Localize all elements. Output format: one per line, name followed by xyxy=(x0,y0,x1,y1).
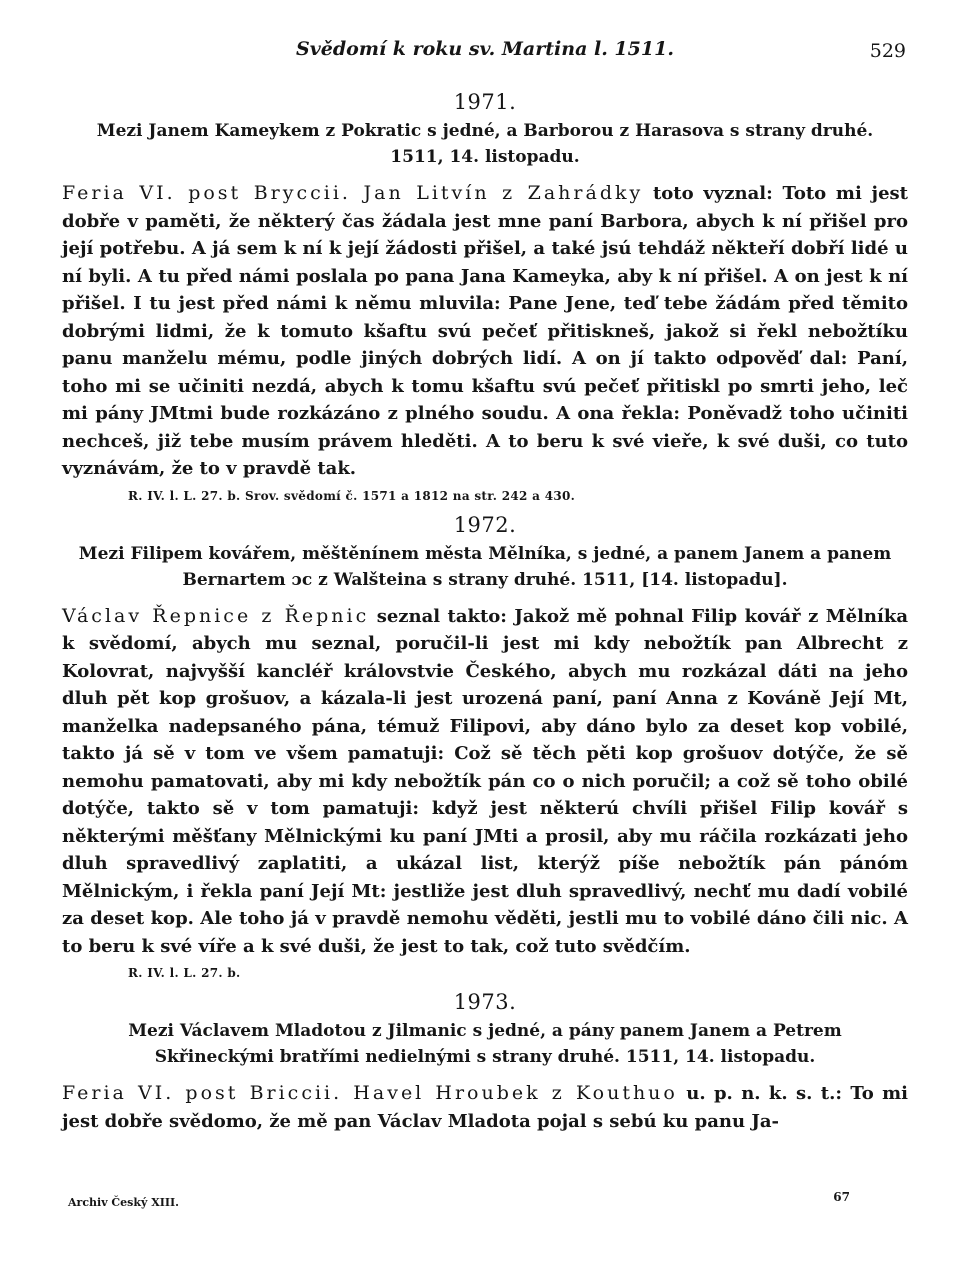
entry-number: 1972. xyxy=(453,512,517,537)
page-number: 529 xyxy=(869,40,906,62)
entry-1971 xyxy=(62,90,908,503)
entry-source: R. IV. l. L. 27. b. xyxy=(128,966,241,980)
footer-signature: Archiv Český XIII. xyxy=(68,1196,180,1209)
entry-text: u. p. n. k. s. t.: To mi jest dobře svědomo, že mě pan Václav Mladota pojal s sebú ku panu Ja- xyxy=(62,1083,909,1132)
entry-heading: Mezi Filipem kovářem, měštěnínem města Mělníka, s jedné, a panem Janem a panem Bernartem ɔc z Walšteina s strany druhé. 1511, [14. listopadu]. xyxy=(78,543,892,590)
entry-heading: Mezi Janem Kameykem z Pokratic s jedné, a Barborou z Harasova s strany druhé. 1511, 14. listopadu. xyxy=(96,121,874,167)
entry-text: toto vyznal: Toto mi jest dobře v paměti, že některý čas žádala jest mne paní Barbora, abych k ní přišel pro její potřebu. A já sem k ní k její žádosti přišel, a také jsú tehdáž někteří dobří lidé u ní byli. A tu před námi poslala po pana Jana Kameyka, aby k ní přišel. A on jest k ní přišel. I tu jest před námi k němu mluvila: Pane Jene, teď tebe žádám před těmito dobrými lidmi, že k tomuto kšaftu svú pečeť přitiskneš, jakož si řekl nebožtíku panu manželu mému, podle jiných dobrých lidí. A on jí takto odpověď dal: Paní, toho mi se učiniti nezdá, abych k tomu kšaftu svú pečeť přitiskl po smrti jeho, leč mi pány JMtmi bude rozkázáno z plného soudu. A ona řekla: Poněvadž toho učiniti nechceš, již tebe musím právem hleděti. A to beru k své vieře, k své duši, co tuto vyznávám, že to v pravdě tak. xyxy=(62,183,908,479)
entry-body xyxy=(62,1080,908,1135)
entry-lead: Václav Řepnice z Řepnic xyxy=(62,604,370,627)
entry-lead: Feria VI. post Briccii. Havel Hroubek z Kouthuo xyxy=(62,1082,678,1104)
page-footer xyxy=(62,1190,908,1210)
running-head xyxy=(62,38,908,80)
entry-number: 1971. xyxy=(453,90,517,114)
entry-body xyxy=(62,603,908,961)
running-title: Svědomí k roku sv. Martina l. 1511. xyxy=(296,38,674,60)
entry-1972 xyxy=(62,513,908,981)
entry-number: 1973. xyxy=(453,990,517,1014)
entry-lead: Feria VI. post Bryccii. Jan Litvín z Zahrádky xyxy=(62,182,644,204)
entry-heading: Mezi Václavem Mladotou z Jilmanic s jedné, a pány panem Janem a Petrem Skřineckými bratřími nedielnými s strany druhé. 1511, 14. listopadu. xyxy=(128,1021,842,1067)
entry-text: seznal takto: Jakož mě pohnal Filip kovář z Mělníka k svědomí, abych mu seznal, poručil-li jest mi kdy nebožtík pan Albrecht z Kolovrat, najvyšší kancléř královstvie Českého, abych mu rozkázal dáti na jeho dluh pět kop grošuov, a kázala-li jest urozená paní, paní Anna z Kováně Její Mt, manželka nadepsaného pána, témuž Filipovi, aby dáno bylo za deset kop vobilé, takto já sě v tom ve všem pamatuji: Což sě těch pěti kop grošuov dotýče, že sě nemohu pamatovati, aby mi kdy nebožtík pán co o nich poručil; a což sě toho obilé dotýče, takto sě v tom pamatuji: když jest některú chvíli přišel Filip kovář s některými měšťany Mělnickými ku paní JMti a prosil, aby mu ráčila rozkázati jeho dluh spravedlivý zaplatiti, a ukázal list, kterýž píše nebožtík pán pánóm Mělnickým, i řekla paní Její Mt: jestliže jest dluh spravedlivý, nechť mu dadí vobilé za deset kop. Ale toho já v pravdě nemohu věděti, jestli mu to vobilé dáno čili nic. A to beru k své víře a k své duši, že jest to tak, což tuto svědčím. xyxy=(62,605,908,957)
entry-body xyxy=(62,180,908,483)
footer-sheet-number: 67 xyxy=(833,1190,850,1204)
entry-source: R. IV. l. L. 27. b. Srov. svědomí č. 1571 a 1812 na str. 242 a 430. xyxy=(128,488,576,503)
entry-1973 xyxy=(62,990,908,1135)
